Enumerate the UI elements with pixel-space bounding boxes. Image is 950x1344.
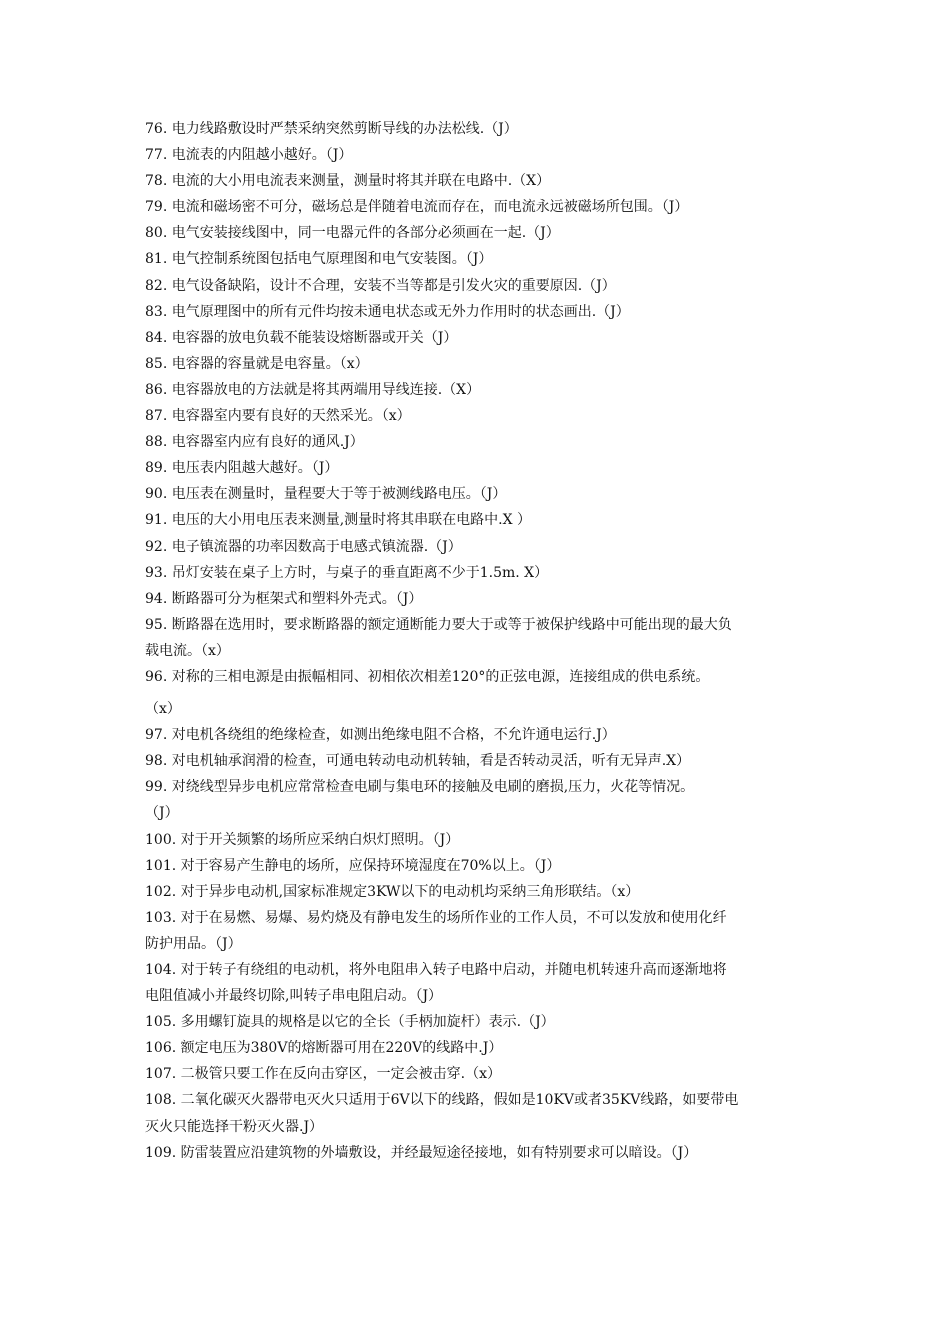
text-line: 109. 防雷装置应沿建筑物的外墙敷设，并经最短途径接地，如有特别要求可以暗设。（J） <box>145 1144 698 1161</box>
text-line: 85. 电容器的容量就是电容量。（x） <box>145 355 369 372</box>
text-line: 87. 电容器室内要有良好的天然采光。（x） <box>145 408 411 425</box>
text-line: 99. 对绕线型异步电机应常常检查电刷与集电环的接触及电刷的磨损,压力，火花等情况。 <box>145 779 695 796</box>
text-line: 104. 对于转子有绕组的电动机，将外电阻串入转子电路中启动，并随电机转速升高而逐渐地将 <box>145 962 727 978</box>
text-line: 80. 电气安装接线图中，同一电器元件的各部分必须画在一起.（J） <box>145 225 560 242</box>
text-line: 84. 电容器的放电负载不能装设熔断器或开关（J） <box>145 329 458 346</box>
text-line: 81. 电气控制系统图包括电气原理图和电气安装图。（J） <box>145 251 493 268</box>
text-line: 108. 二氧化碳灭火器带电灭火只适用于6V以下的线路，假如是10KV或者35KV线路，如要带电 <box>145 1092 739 1109</box>
text-line: （J） <box>145 805 179 822</box>
text-line: 92. 电子镇流器的功率因数高于电感式镇流器.（J） <box>145 538 462 555</box>
text-line: 102. 对于异步电动机,国家标准规定3KW以下的电动机均采纳三角形联结。（x） <box>145 883 640 900</box>
text-line: 103. 对于在易燃、易爆、易灼烧及有静电发生的场所作业的工作人员，不可以发放和使用化纤 <box>145 909 727 926</box>
text-line: 90. 电压表在测量时，量程要大于等于被测线路电压。（J） <box>145 486 507 503</box>
text-line: 106. 额定电压为380V的熔断器可用在220V的线路中.J） <box>145 1040 503 1057</box>
text-line: 94. 断路器可分为框架式和塑料外壳式。（J） <box>145 590 423 607</box>
text-line: 82. 电气设备缺陷，设计不合理，安装不当等都是引发火灾的重要原因.（J） <box>145 277 616 294</box>
text-line: 79. 电流和磁场密不可分，磁场总是伴随着电流而存在，而电流永远被磁场所包围。（J） <box>145 199 689 216</box>
text-line: 77. 电流表的内阻越小越好。（J） <box>145 147 353 164</box>
text-line: 防护用品。（J） <box>145 935 242 952</box>
text-line: 86. 电容器放电的方法就是将其两端用导线连接.（X） <box>145 381 481 398</box>
text-line: 107. 二极管只要工作在反向击穿区，一定会被击穿.（x） <box>145 1066 501 1083</box>
text-line: 95. 断路器在选用时，要求断路器的额定通断能力要大于或等于被保护线路中可能出现的最大负 <box>145 616 732 633</box>
text-line: 83. 电气原理图中的所有元件均按未通电状态或无外力作用时的状态画出.（J） <box>145 303 630 320</box>
text-line: 105. 多用螺钉旋具的规格是以它的全长（手柄加旋杆）表示.（J） <box>145 1014 555 1031</box>
text-line: （x） <box>145 701 181 718</box>
text-line: 93. 吊灯安装在桌子上方时，与桌子的垂直距离不少于1.5m. X） <box>145 564 549 581</box>
text-line: 76. 电力线路敷设时严禁采纳突然剪断导线的办法松线.（J） <box>145 121 518 137</box>
text-line: 灭火只能选择干粉灭火器.J） <box>145 1118 324 1135</box>
text-line: 97. 对电机各绕组的绝缘检查，如测出绝缘电阻不合格，不允许通电运行.J） <box>145 727 616 744</box>
text-line: 100. 对于开关频繁的场所应采纳白炽灯照明。（J） <box>145 831 460 848</box>
text-line: 89. 电压表内阻越大越好。（J） <box>145 460 339 477</box>
text-line: 98. 对电机轴承润滑的检查，可通电转动电动机转轴，看是否转动灵活，听有无异声.X） <box>145 753 691 770</box>
text-line: 电阻值减小并最终切除,叫转子串电阻启动。（J） <box>145 988 443 1005</box>
text-line: 78. 电流的大小用电流表来测量，测量时将其并联在电路中.（X） <box>145 173 551 190</box>
text-line: 载电流。（x） <box>145 642 230 659</box>
document-page <box>145 116 815 1166</box>
text-line: 96. 对称的三相电源是由振幅相同、初相依次相差120°的正弦电源，连接组成的供电系统。 <box>145 668 710 685</box>
text-line: 88. 电容器室内应有良好的通风.J） <box>145 434 364 451</box>
text-line: 91. 电压的大小用电压表来测量,测量时将其串联在电路中.X ） <box>145 512 532 529</box>
text-line: 101. 对于容易产生静电的场所，应保持环境湿度在70%以上。（J） <box>145 857 561 874</box>
